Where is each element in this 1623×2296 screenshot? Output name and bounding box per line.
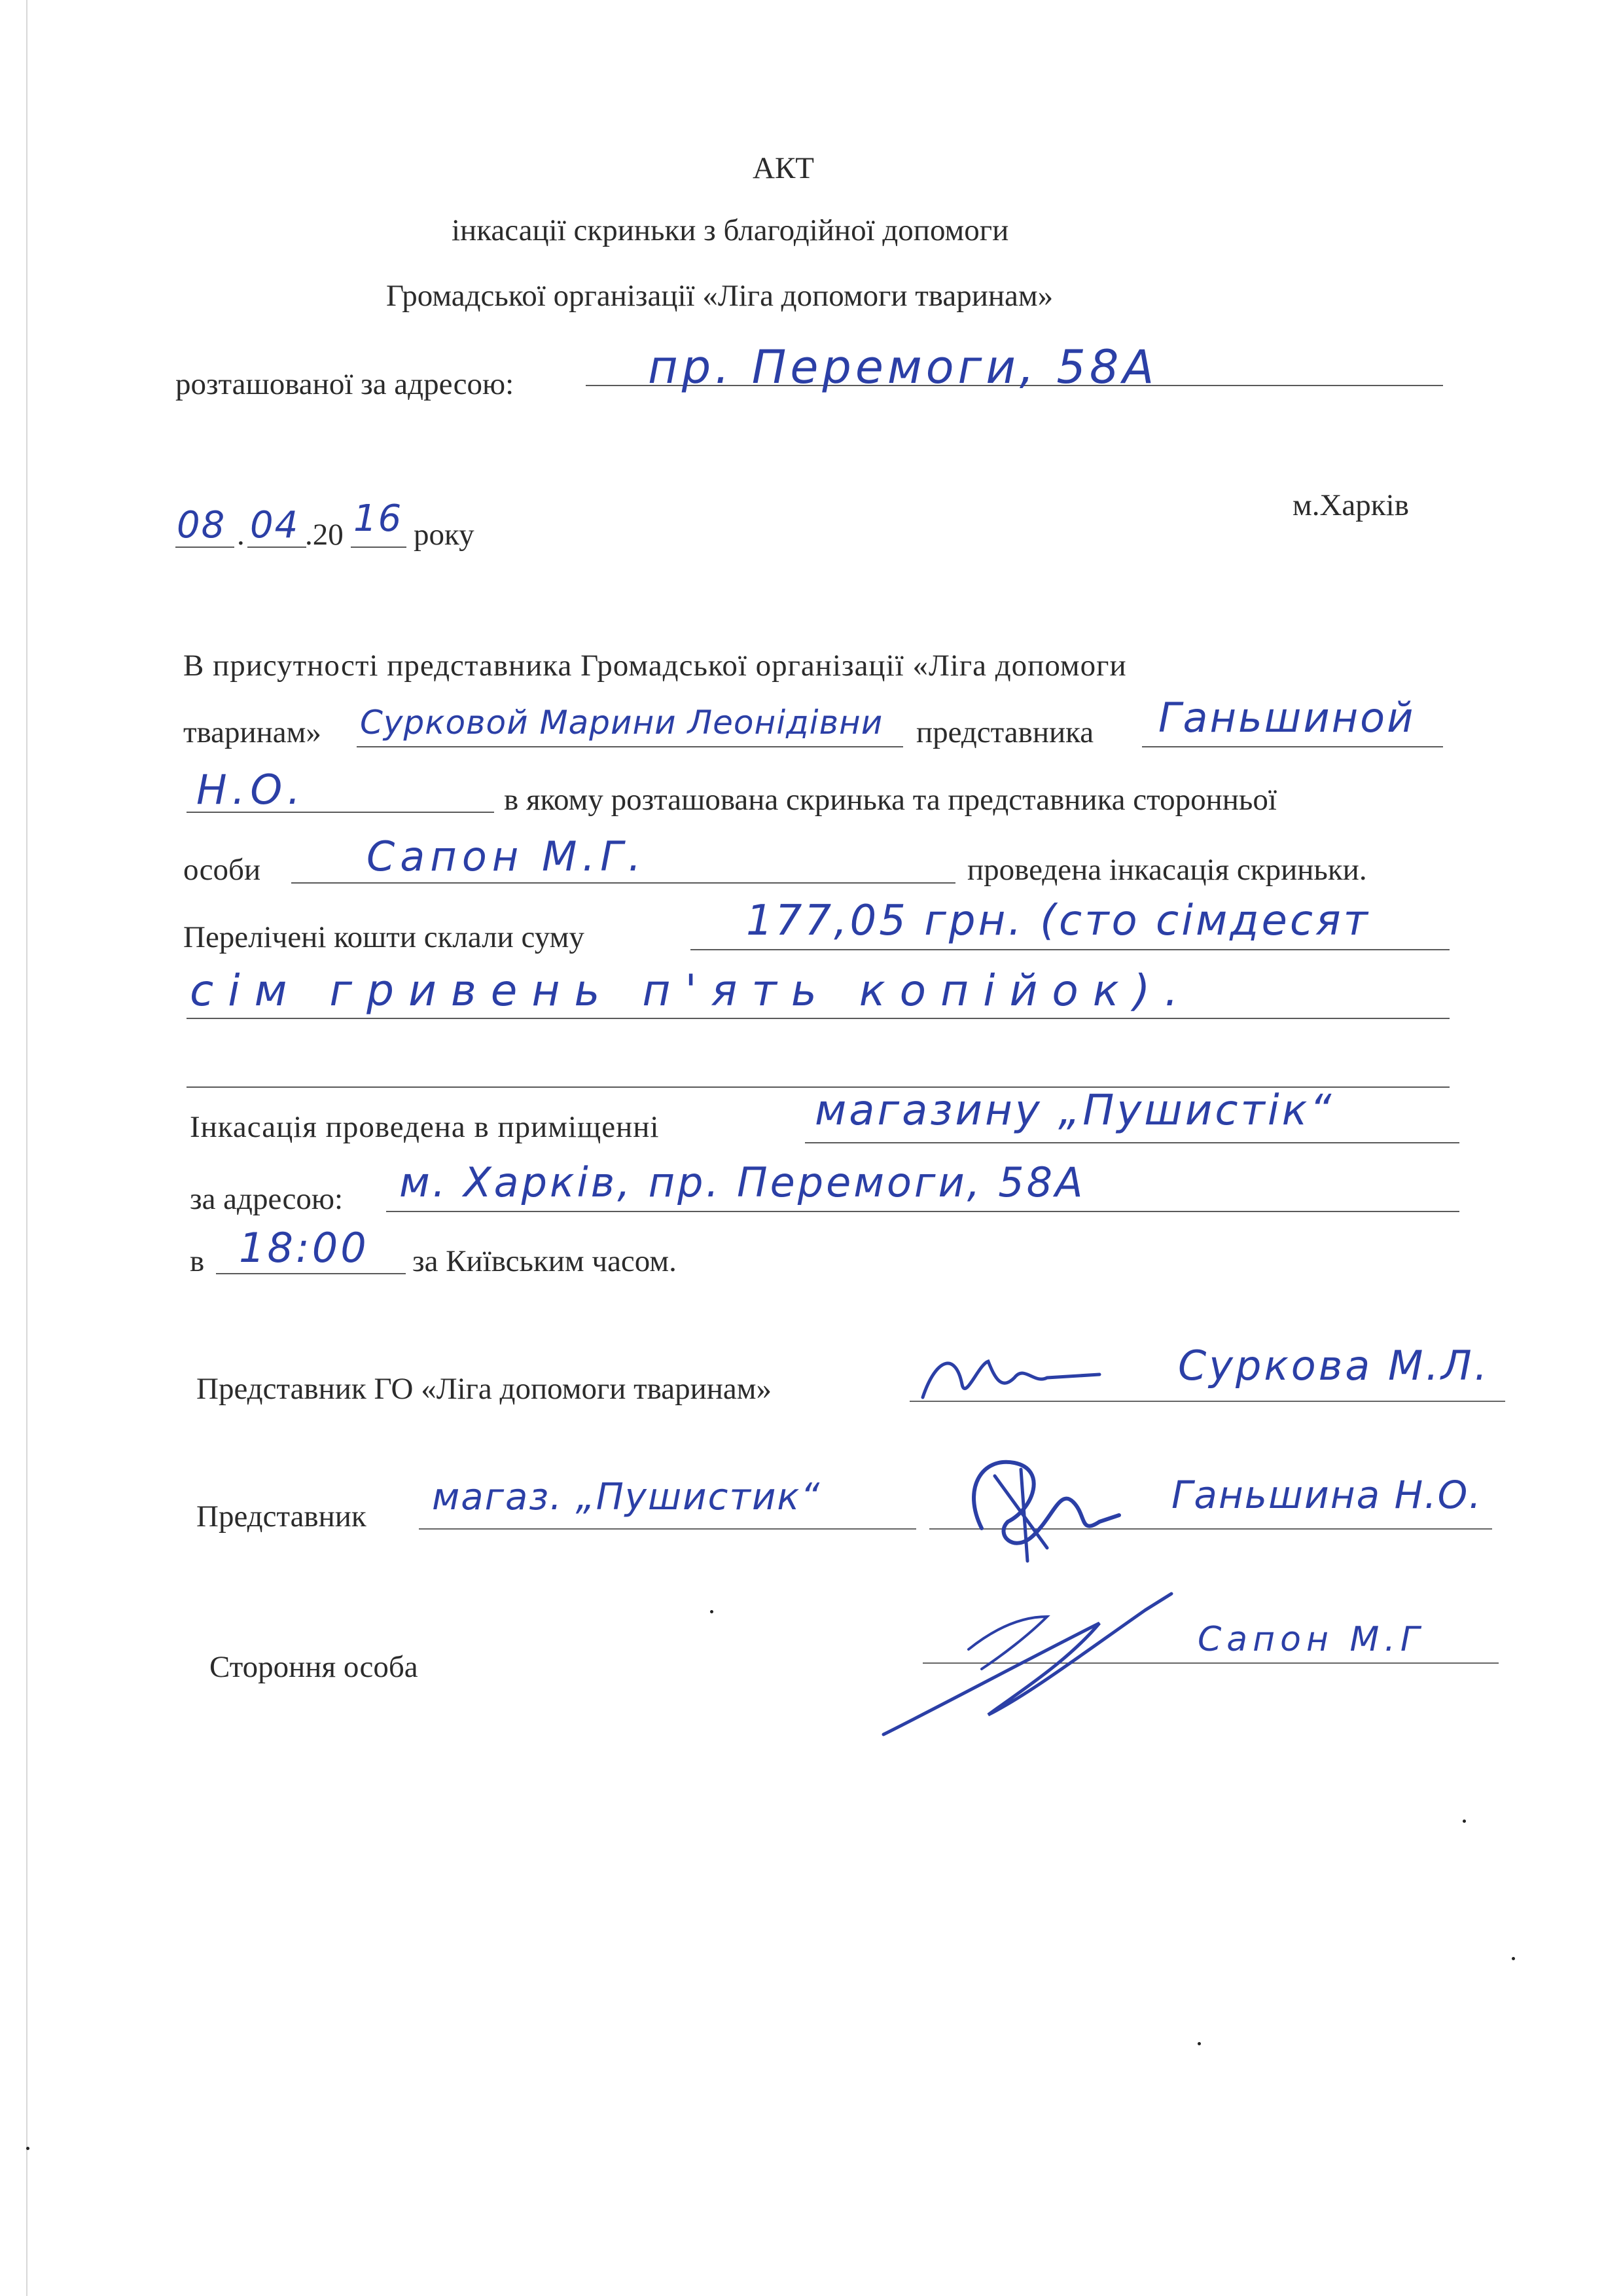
- rep1-name: Сурковой Марини Леонідівни: [360, 704, 883, 742]
- rep2-signature: [955, 1450, 1126, 1568]
- scan-speck: [1512, 1957, 1515, 1960]
- sum-value-part1: 177,05 грн. (сто сімдесят: [746, 897, 1370, 945]
- third-signed-name: Сапон М.Г: [1198, 1620, 1425, 1659]
- body-line-4b: проведена інкасація скриньки.: [967, 853, 1367, 887]
- scan-speck: [1198, 2042, 1201, 2045]
- rep2-place: магаз. „Пушистик“: [432, 1476, 821, 1518]
- rep1-signed-name: Суркова М.Л.: [1178, 1342, 1490, 1390]
- date-day: 08: [177, 504, 226, 547]
- sum-value-part2: сім гривень п'ять копійок).: [190, 965, 1193, 1016]
- body-line-4a: особи: [183, 853, 261, 887]
- date-month: 04: [250, 504, 300, 547]
- date-suffix: року: [414, 518, 474, 552]
- time-suffix: за Київським часом.: [412, 1244, 677, 1278]
- place-line: [805, 1142, 1459, 1143]
- sum-label: Перелічені кошти склали суму: [183, 920, 584, 954]
- document-title: АКТ: [753, 151, 814, 185]
- rep2-sign-label: Представник: [196, 1499, 366, 1534]
- organization-name: Громадської організації «Ліга допомоги тваринам»: [386, 279, 1054, 313]
- place-address-value: м. Харків, пр. Перемоги, 58А: [399, 1158, 1086, 1206]
- place-address-line: [386, 1211, 1459, 1212]
- rep2-signed-name: Ганьшина Н.О.: [1171, 1473, 1482, 1517]
- address-label: розташованої за адресою:: [175, 367, 514, 401]
- body-line-1: В присутності представника Громадської організації «Ліга допомоги: [183, 649, 1127, 683]
- date-year-prefix: .20: [305, 518, 344, 552]
- rep2-place-line: [419, 1528, 916, 1530]
- time-line: [216, 1273, 406, 1274]
- document-subtitle: інкасації скриньки з благодійної допомоги: [452, 213, 1009, 247]
- third-signature: [870, 1584, 1185, 1748]
- rep2-name-part1: Ганьшиной: [1158, 694, 1416, 742]
- third-party-name: Сапон М.Г.: [366, 833, 647, 880]
- place-label: Інкасація проведена в приміщенні: [190, 1110, 660, 1144]
- scan-speck: [710, 1610, 713, 1613]
- place-address-label: за адресою:: [190, 1182, 344, 1216]
- date-dot: .: [237, 518, 245, 552]
- address-value: пр. Перемоги, 58А: [648, 340, 1158, 394]
- rep2-name-part2: Н.О.: [196, 766, 306, 814]
- body-line-3: в якому розташована скринька та представника сторонньої: [504, 783, 1277, 817]
- time-value: 18:00: [239, 1224, 369, 1272]
- rep1-name-line: [357, 746, 903, 747]
- rep1-sign-label: Представник ГО «Ліга допомоги тваринам»: [196, 1372, 772, 1406]
- date-year-suffix: 16: [353, 497, 403, 540]
- rep2-name-line: [1142, 746, 1443, 747]
- rep1-signature: [916, 1338, 1139, 1410]
- city: м.Харків: [1293, 488, 1409, 522]
- date-year-line: [351, 547, 406, 548]
- third-party-line: [291, 882, 955, 884]
- sum-line-2: [187, 1018, 1450, 1019]
- date-month-line: [247, 547, 306, 548]
- third-sign-label: Стороння особа: [209, 1650, 418, 1684]
- place-value: магазину „Пушистік“: [815, 1086, 1334, 1135]
- scan-speck: [26, 2147, 29, 2150]
- time-prefix: в: [190, 1244, 205, 1278]
- date-day-line: [175, 547, 234, 548]
- sum-line-1: [690, 949, 1450, 950]
- scan-edge: [26, 0, 27, 2296]
- body-line-2a: тваринам»: [183, 715, 321, 749]
- body-line-2b: представника: [916, 715, 1094, 749]
- scan-speck: [1463, 1820, 1466, 1823]
